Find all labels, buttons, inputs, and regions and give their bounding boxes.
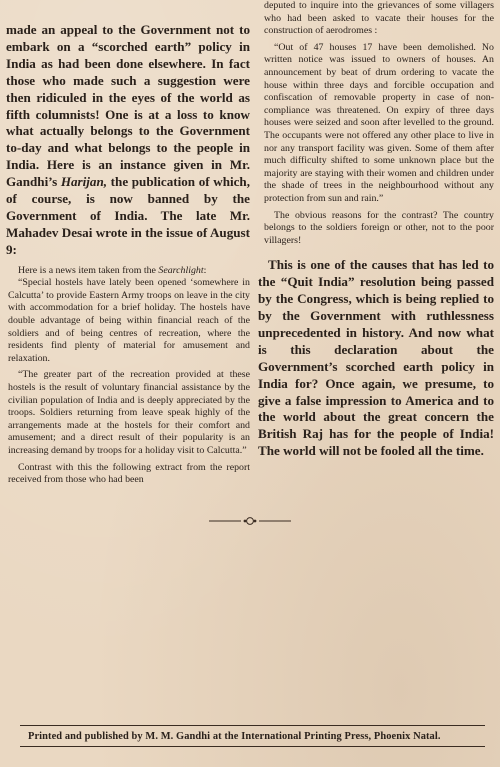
- body-paragraph-bold-1: [6, 22, 250, 259]
- continued-paragraph: deputed to inquire into the grievances of some villagers who had been asked to vacate their houses for the construction of aerodromes :: [264, 0, 494, 37]
- contrast-paragraph: Contrast with this the following extract from the report received from those who had been: [8, 461, 250, 486]
- ornament-divider-icon: [205, 514, 295, 528]
- footer-rule-top: [20, 725, 485, 726]
- right-column: [258, 0, 494, 460]
- body-text-part-1: made an appeal to the Government not to embark on a “scorched earth” policy in India as had been done elsewhere. In fact those who made such a suggestion were then ridiculed in the eyes of the world as fifth columnists! One is at a loss to know what actually belongs to the Government to-day and what belongs to the people in India. Here is an instance given in Mr. Gandhi’s: [6, 22, 250, 190]
- body-paragraph-bold-2: This is one of the causes that has led to the “Quit India” resolution being passed by the Congress, which is being replied to by the Government with ruthlessness unprecedented in history. And now what is this declaration about the Government’s scorched earth policy in India for? Once again, we presume, to give a false impression to America and to the world about the great concern the British Raj has for the people of India! The world will not be fooled all the time.: [258, 257, 494, 459]
- harijan-title: Harijan,: [60, 174, 108, 190]
- news-intro-colon: :: [203, 264, 207, 276]
- quote-paragraph-1: “Special hostels have lately been opened ‘somewhere in Calcutta’ to provide Eastern Army troops on leave in the city with accommodation for a brief holiday. The hostels have double advantage of being within financial reach of the soldiers and of being centres of recreation, where the residents find plenty of material for amusement and relaxation.: [8, 277, 250, 364]
- quote-paragraph-2: “The greater part of the recreation provided at these hostels is the result of voluntary financial assistance by the civilian population of India and is deeply appreciated by the troops. Soldiers returning from leave speak highly of the arrangements made at the hostels for their comfort and amusement; and a direct result of their popularity is an increasing demand by troops for a holiday visit to Calcutta.”: [8, 369, 250, 456]
- footer-rule-bottom: [20, 746, 485, 747]
- news-intro-text: Here is a news item taken from the: [18, 264, 159, 276]
- left-column: [6, 0, 250, 487]
- reasons-paragraph: The obvious reasons for the contrast? The country belongs to the soldiers foreign or other, not to the poor villagers!: [264, 209, 494, 246]
- body-text-part-2: the publication of which, of course, is now banned by the Government of India. The late Mr. Mahadev Desai wrote in the issue of August 9:: [6, 174, 250, 257]
- searchlight-title: Searchlight: [158, 264, 204, 276]
- news-intro: [6, 265, 250, 278]
- printer-imprint: Printed and published by M. M. Gandhi at the International Printing Press, Phoenix Natal.: [28, 731, 441, 742]
- quote-paragraph-3: “Out of 47 houses 17 have been demolished. No written notice was issued to owners of houses. An announcement by beat of drum ordering to vacate the house within three days and forcible occupation and confiscation of removable property in case of non-compliance was threatened. On expiry of three days houses were seized and soon after levelled to the ground. The occupants were not offered any other place to live in nor any transport facility was given. Some of them after much difficulty shifted to some unknown place but the majority are staying with their women and children under the shade of trees in the neighbourhood without any protection from sun and rain.”: [264, 41, 494, 204]
